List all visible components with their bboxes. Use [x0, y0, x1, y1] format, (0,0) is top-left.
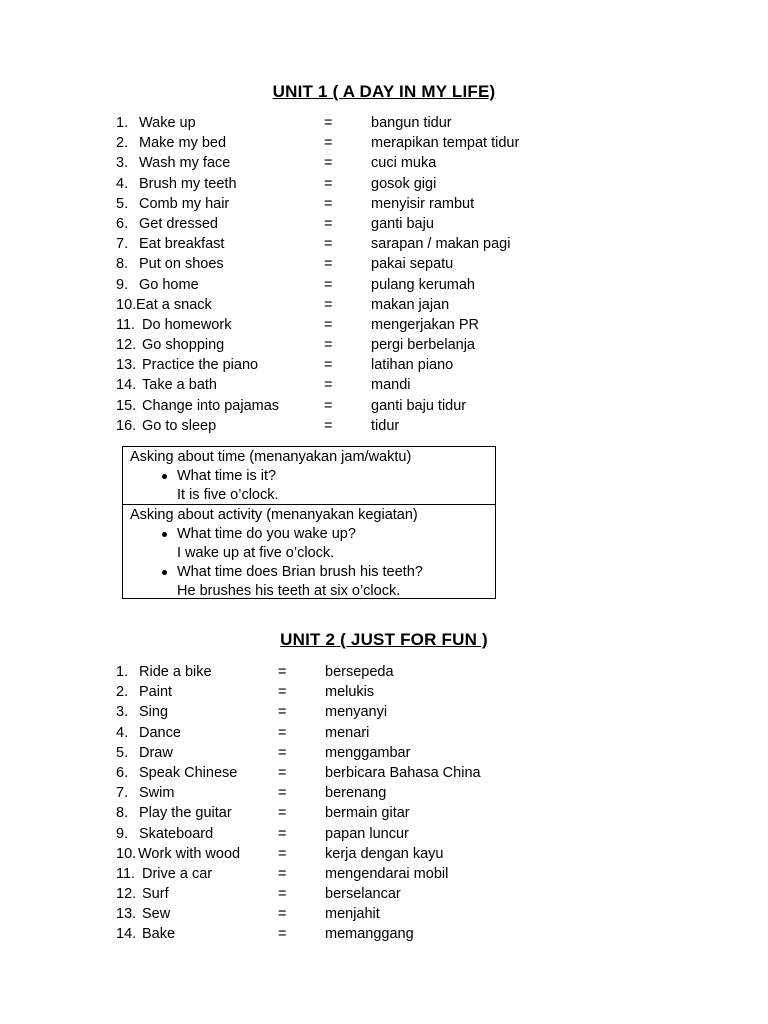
- equals-sign: =: [278, 805, 287, 822]
- equals-sign: =: [324, 135, 333, 152]
- list-item: [116, 743, 536, 763]
- english-term: Go shopping: [142, 337, 225, 354]
- english-term: Work with wood: [138, 845, 241, 862]
- item-number: 1.: [116, 664, 129, 680]
- indonesian-term: sarapan / makan pagi: [371, 236, 511, 253]
- unit1-vocabulary-list: [116, 113, 576, 436]
- list-item: [116, 315, 576, 335]
- section-heading: Asking about time (menanyakan jam/waktu): [130, 449, 412, 465]
- equals-sign: =: [324, 296, 333, 313]
- list-item: [116, 416, 576, 436]
- item-number: 2.: [116, 135, 129, 152]
- english-term: Change into pajamas: [142, 397, 280, 414]
- indonesian-term: memanggang: [325, 926, 414, 943]
- unit2-vocabulary-list: [116, 662, 536, 945]
- equals-sign: =: [324, 236, 333, 253]
- indonesian-term: mandi: [371, 377, 411, 394]
- english-term: Wake up: [139, 115, 196, 131]
- equals-sign: =: [324, 397, 333, 414]
- equals-sign: =: [324, 175, 333, 192]
- english-term: Sew: [142, 906, 171, 923]
- list-item: [116, 662, 536, 682]
- english-term: Go home: [139, 276, 199, 293]
- item-number: 10.: [116, 845, 137, 862]
- indonesian-term: bersepeda: [325, 664, 394, 680]
- list-item: [116, 355, 576, 375]
- indonesian-term: pakai sepatu: [371, 256, 454, 273]
- equals-sign: =: [278, 865, 287, 882]
- english-term: Skateboard: [139, 825, 214, 842]
- indonesian-term: melukis: [325, 684, 375, 701]
- item-number: 3.: [116, 704, 129, 721]
- unit2-title: UNIT 2 ( JUST FOR FUN ): [280, 630, 488, 649]
- item-number: 14.: [116, 926, 137, 943]
- indonesian-term: kerja dengan kayu: [325, 845, 444, 862]
- answer: I wake up at five o’clock.: [177, 545, 335, 561]
- item-number: 12.: [116, 886, 137, 903]
- item-number: 16.: [116, 417, 137, 434]
- indonesian-term: menyisir rambut: [371, 195, 475, 212]
- list-item: [116, 234, 576, 254]
- list-item: [116, 174, 576, 194]
- bullet-icon: [162, 532, 167, 537]
- equals-sign: =: [324, 256, 333, 273]
- indonesian-term: bangun tidur: [371, 115, 452, 131]
- equals-sign: =: [278, 845, 287, 862]
- unit1-title: UNIT 1 ( A DAY IN MY LIFE): [272, 82, 496, 101]
- list-item: [116, 375, 576, 395]
- english-term: Surf: [142, 886, 169, 903]
- equals-sign: =: [278, 886, 287, 903]
- english-term: Dance: [139, 724, 181, 741]
- equals-sign: =: [278, 724, 287, 741]
- question-answer: [130, 467, 495, 505]
- indonesian-term: menjahit: [325, 906, 380, 923]
- equals-sign: =: [278, 704, 287, 721]
- english-term: Eat breakfast: [139, 236, 225, 253]
- indonesian-term: ganti baju: [371, 215, 434, 232]
- asking-activity-section: [123, 505, 495, 601]
- question-answer: [130, 563, 495, 601]
- list-item: [116, 904, 536, 924]
- list-item: [116, 254, 576, 274]
- english-term: Take a bath: [142, 377, 217, 394]
- equals-sign: =: [278, 744, 287, 761]
- list-item: [116, 884, 536, 904]
- english-term: Paint: [139, 684, 173, 701]
- equals-sign: =: [324, 215, 333, 232]
- answer: He brushes his teeth at six o’clock.: [177, 583, 401, 599]
- indonesian-term: menyanyi: [325, 704, 388, 721]
- english-term: Go to sleep: [142, 417, 217, 434]
- english-term: Bake: [142, 926, 176, 943]
- item-number: 13.: [116, 906, 137, 923]
- list-item: [116, 335, 576, 355]
- list-item: [116, 396, 576, 416]
- item-number: 2.: [116, 684, 129, 701]
- asking-time-section: [123, 447, 495, 505]
- indonesian-term: papan luncur: [325, 825, 409, 842]
- english-term: Make my bed: [139, 135, 227, 152]
- indonesian-term: menari: [325, 724, 370, 741]
- item-number: 8.: [116, 805, 129, 822]
- equals-sign: =: [324, 155, 333, 172]
- english-term: Get dressed: [139, 215, 218, 232]
- list-item: [116, 723, 536, 743]
- list-item: [116, 153, 576, 173]
- equals-sign: =: [324, 377, 333, 394]
- english-term: Play the guitar: [139, 805, 232, 822]
- equals-sign: =: [324, 357, 333, 374]
- equals-sign: =: [324, 316, 333, 333]
- equals-sign: =: [278, 926, 287, 943]
- indonesian-term: latihan piano: [371, 357, 454, 374]
- equals-sign: =: [324, 115, 333, 131]
- item-number: 5.: [116, 744, 129, 761]
- item-number: 4.: [116, 724, 129, 741]
- equals-sign: =: [278, 684, 287, 701]
- phrases-box: [122, 446, 496, 599]
- indonesian-term: cuci muka: [371, 155, 437, 172]
- equals-sign: =: [278, 906, 287, 923]
- list-item: [116, 783, 536, 803]
- item-number: 1.: [116, 115, 129, 131]
- list-item: [116, 194, 576, 214]
- indonesian-term: berbicara Bahasa China: [325, 764, 481, 781]
- item-number: 7.: [116, 236, 129, 253]
- english-term: Put on shoes: [139, 256, 224, 273]
- item-number: 11.: [116, 316, 136, 333]
- english-term: Practice the piano: [142, 357, 259, 374]
- item-number: 11.: [116, 865, 136, 882]
- indonesian-term: berenang: [325, 785, 387, 802]
- english-term: Wash my face: [139, 155, 231, 172]
- list-item: [116, 113, 576, 133]
- indonesian-term: gosok gigi: [371, 175, 437, 192]
- item-number: 6.: [116, 215, 129, 232]
- english-term: Draw: [139, 744, 173, 761]
- indonesian-term: pergi berbelanja: [371, 337, 475, 354]
- equals-sign: =: [278, 764, 287, 781]
- indonesian-term: pulang kerumah: [371, 276, 475, 293]
- english-term: Sing: [139, 704, 169, 721]
- equals-sign: =: [324, 337, 333, 354]
- indonesian-term: makan jajan: [371, 296, 450, 313]
- list-item: [116, 214, 576, 234]
- item-number: 9.: [116, 276, 129, 293]
- list-item: [116, 133, 576, 153]
- item-number: 14.: [116, 377, 137, 394]
- answer: It is five o’clock.: [177, 487, 279, 503]
- equals-sign: =: [278, 825, 287, 842]
- indonesian-term: berselancar: [325, 886, 401, 903]
- question: What time do you wake up?: [177, 526, 356, 542]
- equals-sign: =: [324, 195, 333, 212]
- indonesian-term: mengendarai mobil: [325, 865, 449, 882]
- indonesian-term: menggambar: [325, 744, 411, 761]
- item-number: 9.: [116, 825, 129, 842]
- item-number: 6.: [116, 764, 129, 781]
- list-item: [116, 803, 536, 823]
- equals-sign: =: [278, 664, 287, 680]
- question: What time does Brian brush his teeth?: [177, 564, 423, 580]
- item-number: 12.: [116, 337, 137, 354]
- bullet-icon: [162, 570, 167, 575]
- list-item: [116, 824, 536, 844]
- equals-sign: =: [278, 785, 287, 802]
- english-term: Do homework: [142, 316, 232, 333]
- bullet-icon: [162, 474, 167, 479]
- equals-sign: =: [324, 276, 333, 293]
- list-item: [116, 682, 536, 702]
- list-item: [116, 295, 576, 315]
- list-item: [116, 763, 536, 783]
- item-number: 4.: [116, 175, 129, 192]
- english-term: Comb my hair: [139, 195, 230, 212]
- indonesian-term: bermain gitar: [325, 805, 410, 822]
- indonesian-term: ganti baju tidur: [371, 397, 467, 414]
- item-number: 8.: [116, 256, 129, 273]
- indonesian-term: merapikan tempat tidur: [371, 135, 520, 152]
- equals-sign: =: [324, 417, 333, 434]
- item-number: 15.: [116, 397, 137, 414]
- list-item: [116, 275, 576, 295]
- list-item: [116, 844, 536, 864]
- section-heading: Asking about activity (menanyakan kegiatan): [130, 507, 418, 523]
- english-term: Drive a car: [142, 865, 213, 882]
- english-term: Swim: [139, 785, 175, 802]
- english-term: Ride a bike: [139, 664, 212, 680]
- indonesian-term: tidur: [371, 417, 400, 434]
- list-item: [116, 864, 536, 884]
- list-item: [116, 702, 536, 722]
- list-item: [116, 924, 536, 944]
- question-answer: [130, 525, 495, 563]
- english-term: Brush my teeth: [139, 175, 237, 192]
- item-number: 5.: [116, 195, 129, 212]
- item-number: 13.: [116, 357, 137, 374]
- item-number: 3.: [116, 155, 129, 172]
- indonesian-term: mengerjakan PR: [371, 316, 479, 333]
- english-term: Speak Chinese: [139, 764, 238, 781]
- english-term: Eat a snack: [136, 296, 212, 313]
- question: What time is it?: [177, 468, 277, 484]
- item-number: 10.: [116, 296, 137, 313]
- item-number: 7.: [116, 785, 129, 802]
